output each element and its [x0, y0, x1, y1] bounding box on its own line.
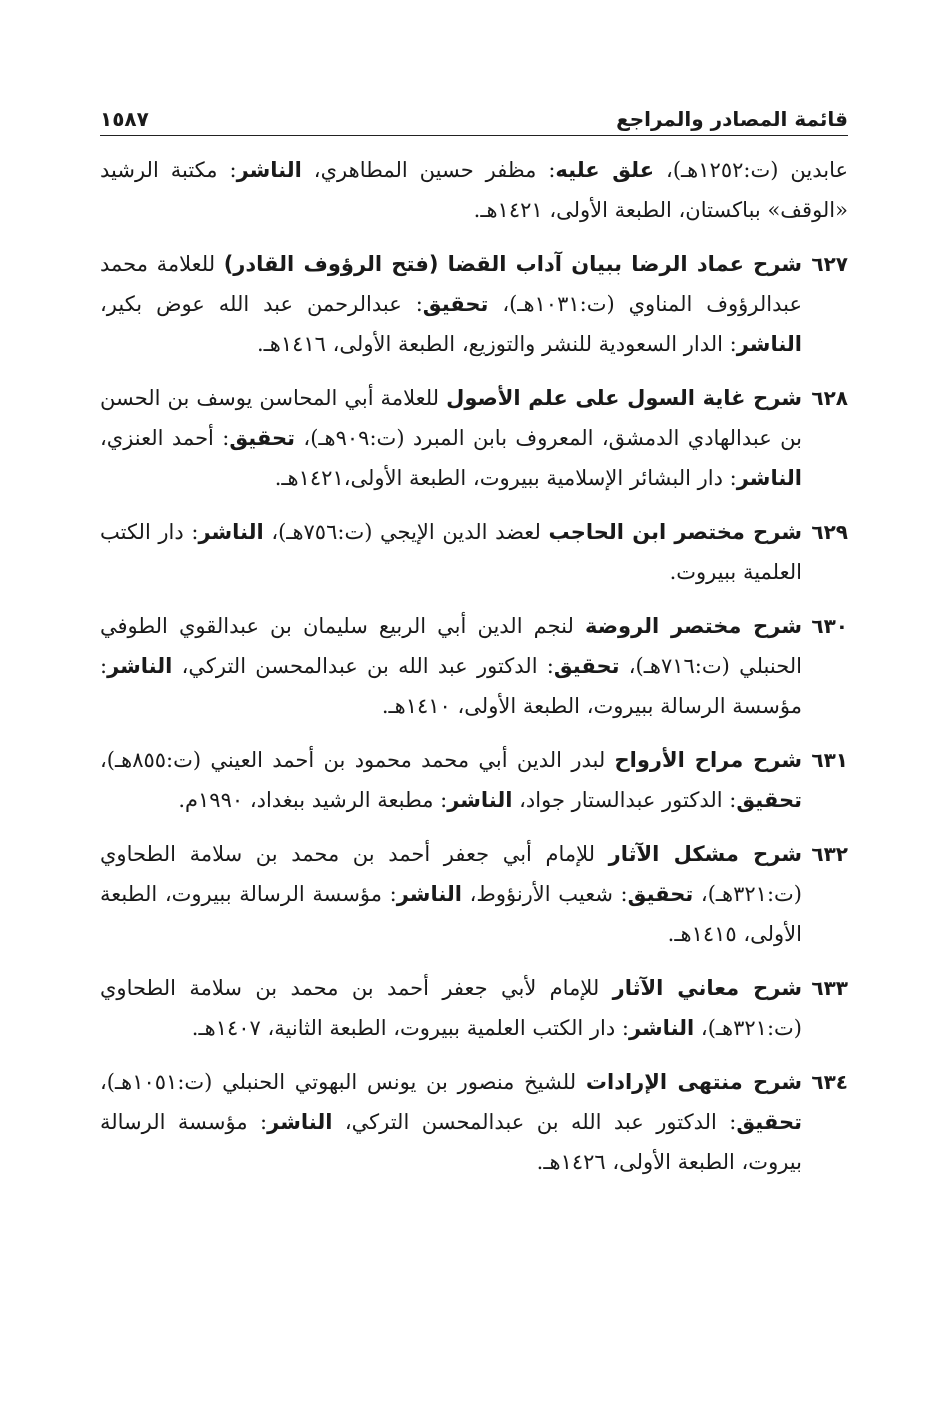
- text-run: للإمام أبي جعفر أحمد بن محمد بن سلامة الطحاوي (ت:٣٢١هـ)،: [100, 842, 802, 906]
- text-run: : مطبعة الرشيد ببغداد، ١٩٩٠م.: [178, 788, 448, 812]
- bold-text-run: شرح معاني الآثار: [612, 976, 802, 1000]
- bold-text-run: الناشر: [628, 1016, 695, 1040]
- text-run: لنجم الدين أبي الربيع سليمان بن عبدالقوي الطوفي الحنبلي (ت:٧١٦هـ)،: [100, 614, 802, 678]
- entry-text: [100, 244, 802, 364]
- bibliography-entry: [100, 378, 848, 498]
- bold-text-run: شرح غاية السول على علم الأصول: [446, 386, 802, 410]
- bold-text-run: تحقيق: [553, 654, 620, 678]
- bold-text-run: الناشر: [447, 788, 513, 812]
- text-run: : الدار السعودية للنشر والتوزيع، الطبعة الأولى، ١٤١٦هـ.: [256, 332, 737, 356]
- bold-text-run: علق عليه: [555, 158, 655, 182]
- page-number: ١٥٨٧: [100, 107, 149, 131]
- bold-text-run: الناشر: [267, 1110, 333, 1134]
- continued-entry-text: [100, 150, 848, 230]
- bold-text-run: شرح مشكل الآثار: [608, 842, 802, 866]
- text-run: للعلامة أبي المحاسن يوسف بن الحسن بن عبدالهادي الدمشق، المعروف بابن المبرد (ت:٩٠٩هـ)،: [100, 386, 802, 450]
- bold-text-run: تحقيق: [736, 1110, 802, 1134]
- text-run: : أحمد العنزي،: [100, 426, 230, 450]
- bold-text-run: الناشر: [736, 332, 802, 356]
- text-run: لعضد الدين الإيجي (ت:٧٥٦هـ)،: [263, 520, 549, 544]
- bibliography-entry: [100, 968, 848, 1048]
- entry-text: [100, 512, 802, 592]
- entry-text: [100, 378, 802, 498]
- text-run: : مؤسسة الرسالة ببيروت، الطبعة الأولى، ١٤١٠هـ.: [100, 654, 802, 718]
- bibliography-list: [100, 150, 848, 1196]
- entry-number: ٦٣٤: [811, 1070, 848, 1094]
- text-run: : الدكتور عبد الله بن عبدالمحسن التركي،: [332, 1110, 737, 1134]
- text-run: للشيخ منصور بن يونس البهوتي الحنبلي (ت:١٠٥١هـ)،: [100, 1070, 586, 1094]
- entry-number: ٦٢٨: [811, 386, 848, 410]
- bold-text-run: شرح مختصر الروضة: [585, 614, 802, 638]
- bibliography-entry: [100, 834, 848, 954]
- text-run: : الدكتور عبدالستار جواد،: [512, 788, 737, 812]
- bold-text-run: الناشر: [236, 158, 302, 182]
- entry-number: ٦٣٢: [811, 842, 848, 866]
- entry-text: [100, 968, 802, 1048]
- entries-container: [100, 244, 848, 1182]
- bold-text-run: الناشر: [736, 466, 802, 490]
- entry-text: [100, 740, 802, 820]
- bold-text-run: الناشر: [107, 654, 173, 678]
- text-run: للعلامة محمد عبدالرؤوف المناوي (ت:١٠٣١هـ)،: [100, 252, 802, 316]
- bibliography-entry: [100, 606, 848, 726]
- text-run: : شعيب الأرنؤوط،: [462, 882, 628, 906]
- text-run: : مكتبة الرشيد «الوقف» بباكستان، الطبعة الأولى، ١٤٢١هـ.: [100, 158, 848, 222]
- running-header: [100, 100, 848, 136]
- text-run: : دار البشائر الإسلامية ببيروت، الطبعة الأولى،١٤٢١هـ.: [274, 466, 737, 490]
- entry-text: [100, 1062, 802, 1182]
- bold-text-run: شرح مختصر ابن الحاجب: [548, 520, 803, 544]
- text-run: : دار الكتب العلمية ببيروت.: [100, 520, 802, 584]
- entry-number: ٦٣١: [811, 748, 848, 772]
- text-run: عابدين (ت:١٢٥٢هـ)،: [654, 158, 849, 182]
- bold-text-run: شرح منتهى الإرادات: [585, 1070, 802, 1094]
- text-run: لبدر الدين أبي محمد محمود بن أحمد العيني (ت:٨٥٥هـ)،: [100, 748, 615, 772]
- bold-text-run: الناشر: [198, 520, 264, 544]
- text-run: : عبدالرحمن عبد الله عوض بكير،: [100, 292, 423, 316]
- entry-number: ٦٣٠: [811, 614, 848, 638]
- entry-number: ٦٢٩: [811, 520, 848, 544]
- text-run: : الدكتور عبد الله بن عبدالمحسن التركي،: [172, 654, 554, 678]
- bold-text-run: شرح مراح الأرواح: [614, 748, 803, 772]
- text-run: للإمام لأبي جعفر أحمد بن محمد بن سلامة الطحاوي (ت:٣٢١هـ)،: [100, 976, 802, 1040]
- bold-text-run: تحقيق: [736, 788, 802, 812]
- bold-text-run: الناشر: [396, 882, 462, 906]
- text-run: : مؤسسة الرسالة ببيروت، الطبعة الأولى، ١٤١٥هـ.: [100, 882, 802, 946]
- entry-number: ٦٢٧: [811, 252, 848, 276]
- text-run: : دار الكتب العلمية ببيروت، الطبعة الثانية، ١٤٠٧هـ.: [191, 1016, 629, 1040]
- bold-text-run: شرح عماد الرضا ببيان آداب القضا (فتح الرؤوف القادر): [223, 252, 803, 276]
- bibliography-entry: [100, 244, 848, 364]
- bibliography-entry: [100, 1062, 848, 1182]
- header-title: قائمة المصادر والمراجع: [616, 107, 848, 131]
- bold-text-run: تحقيق: [627, 882, 694, 906]
- entry-number: ٦٣٣: [811, 976, 848, 1000]
- bold-text-run: تحقيق: [422, 292, 489, 316]
- text-run: : مظفر حسين المطاهري،: [301, 158, 556, 182]
- bold-text-run: تحقيق: [229, 426, 296, 450]
- bibliography-entry: [100, 512, 848, 592]
- text-run: : مؤسسة الرسالة بيروت، الطبعة الأولى، ١٤٢٦هـ.: [100, 1110, 802, 1174]
- bibliography-entry: [100, 740, 848, 820]
- entry-text: [100, 834, 802, 954]
- entry-text: [100, 606, 802, 726]
